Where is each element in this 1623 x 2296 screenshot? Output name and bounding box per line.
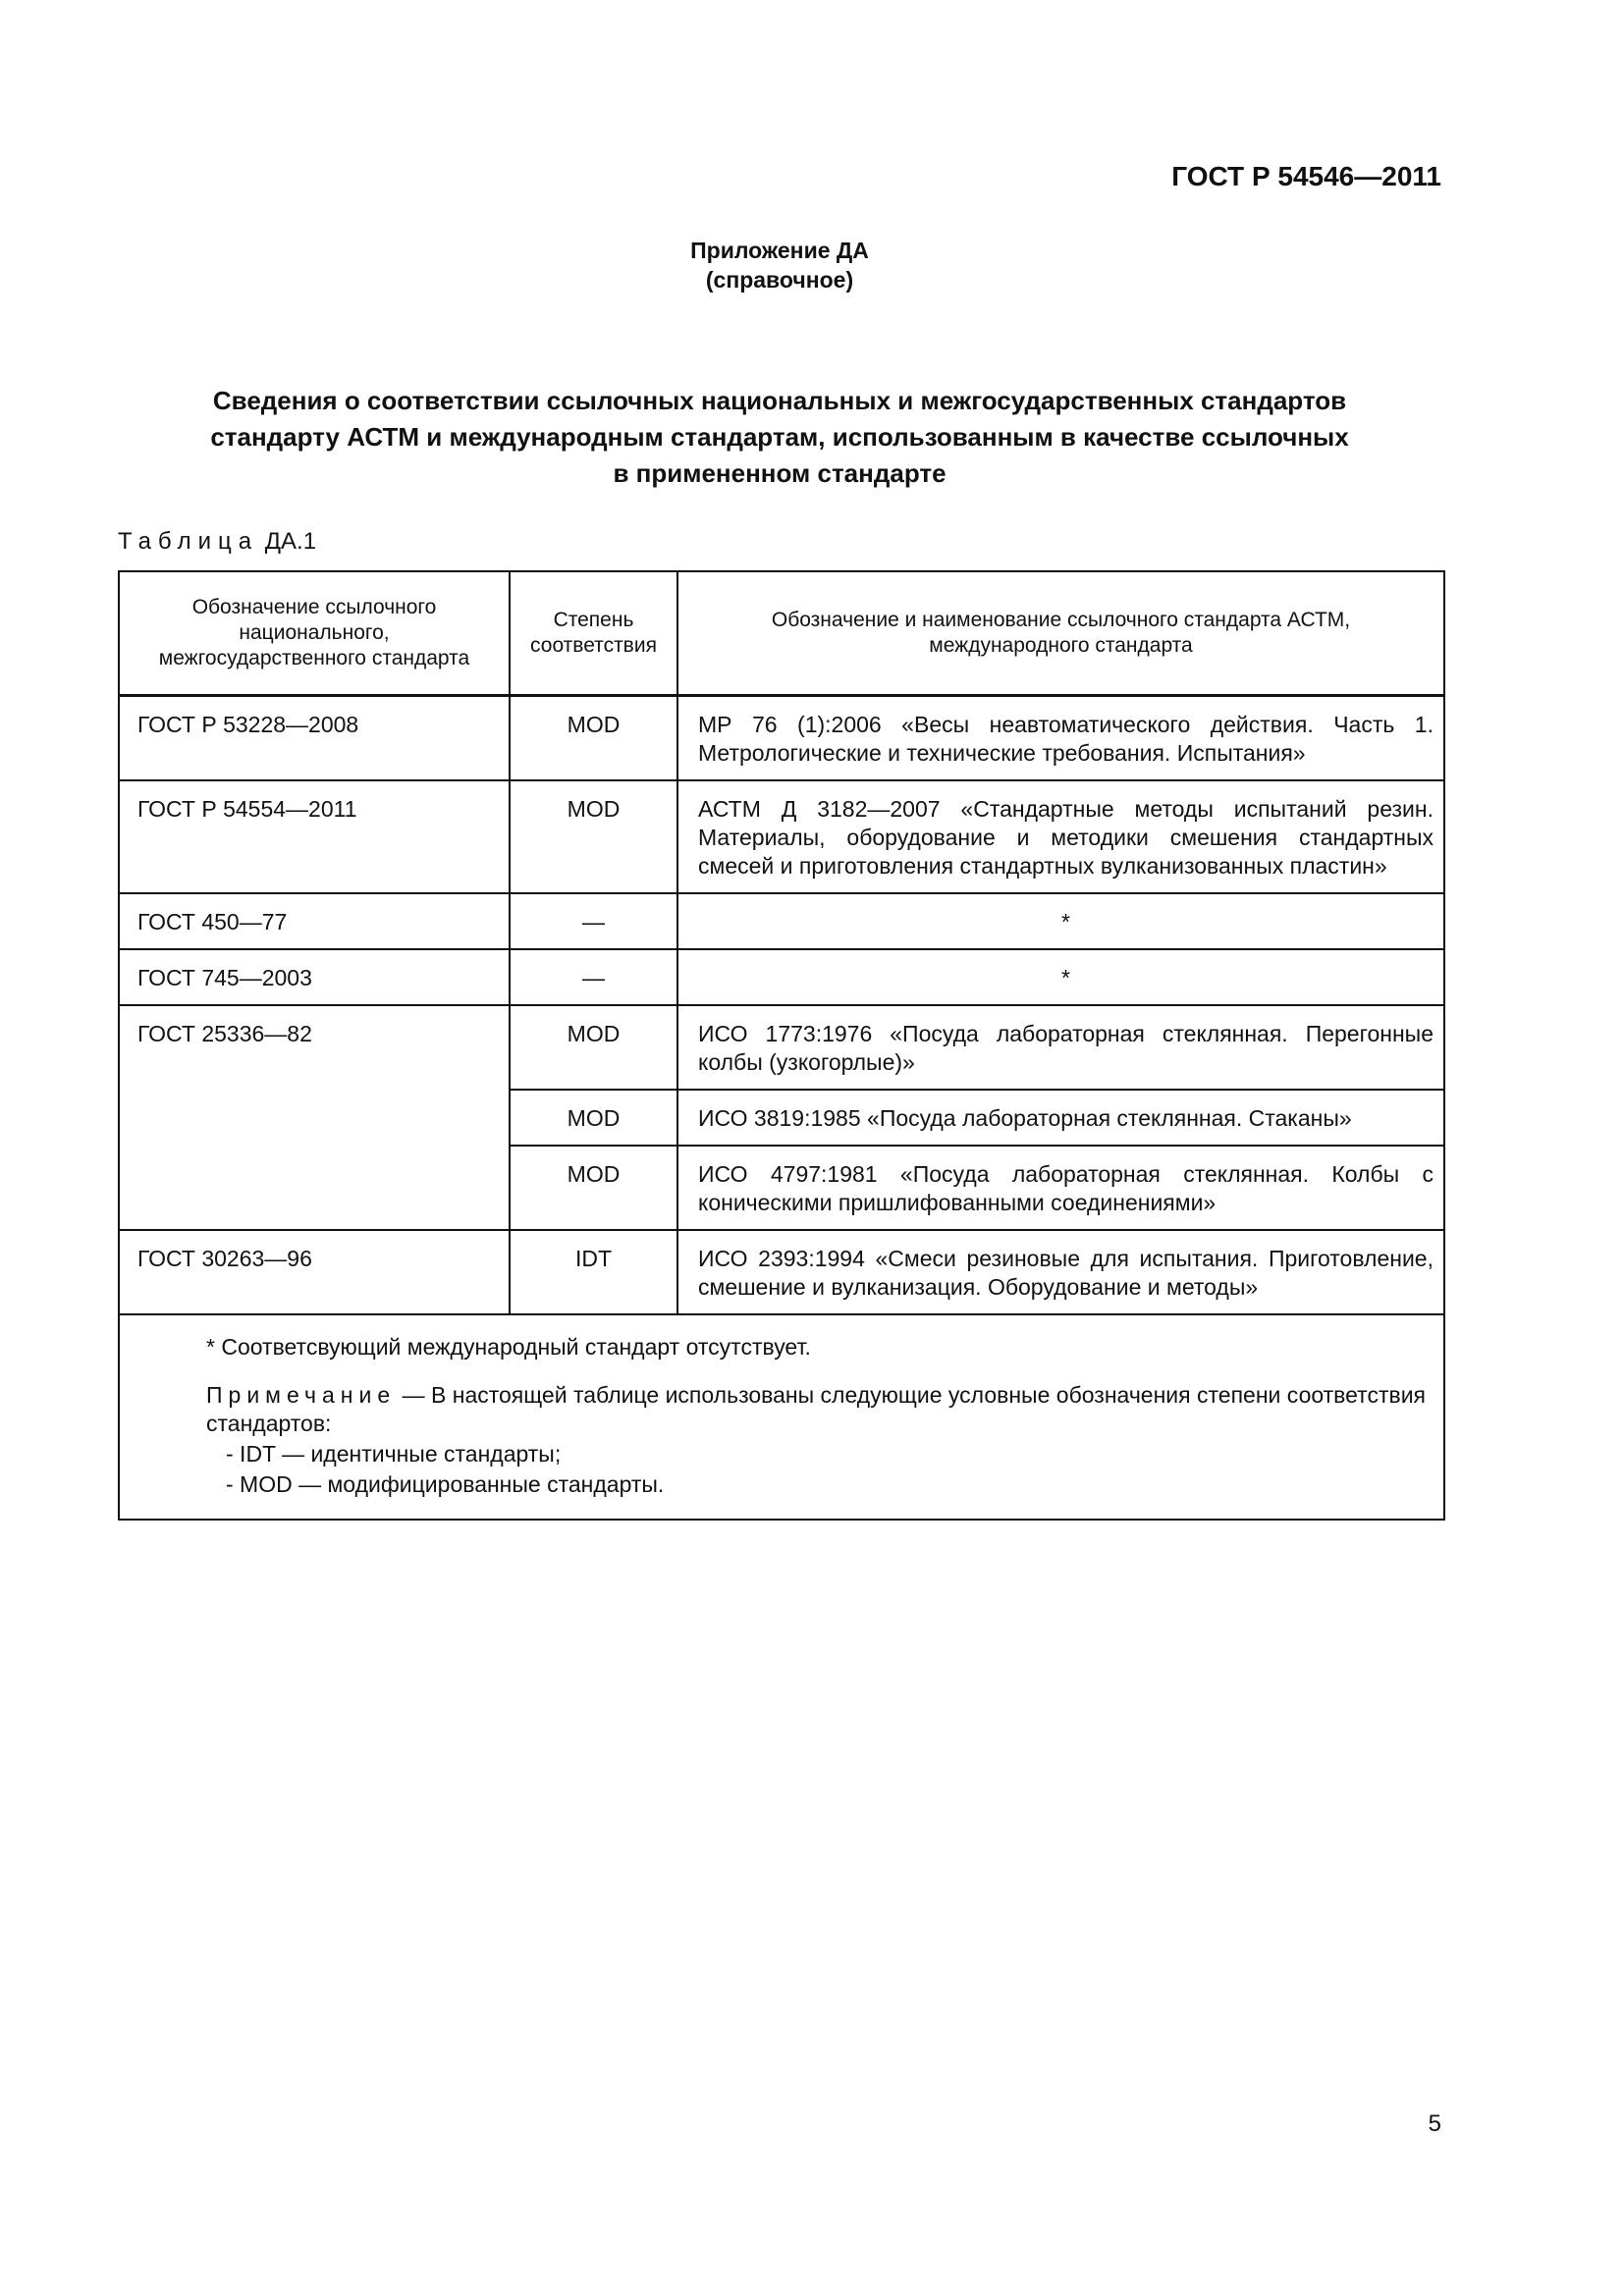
table-header-row <box>119 571 1444 696</box>
degree-cell: MOD <box>510 780 677 893</box>
note-item-idt: - IDT — идентичные стандарты; <box>226 1441 562 1467</box>
reference-standard-cell: * <box>677 949 1444 1005</box>
table-caption-word: Таблица <box>118 528 259 555</box>
national-standard-cell: ГОСТ Р 53228—2008 <box>119 696 510 781</box>
table-notes <box>119 1314 1444 1520</box>
degree-cell: IDT <box>510 1230 677 1314</box>
reference-standard-cell: МР 76 (1):2006 «Весы неавтоматического действия. Часть 1. Метрологические и технические требования. Испытания» <box>677 696 1444 781</box>
page-number: 5 <box>1428 2110 1441 2137</box>
reference-standard-cell: ИСО 1773:1976 «Посуда лабораторная стеклянная. Перегонные колбы (узкогорлые)» <box>677 1005 1444 1090</box>
degree-cell: MOD <box>510 1090 677 1146</box>
national-standard-cell: ГОСТ 25336—82 <box>119 1005 510 1230</box>
header-degree: Степень соответствия <box>510 571 677 696</box>
header-reference-standard: Обозначение и наименование ссылочного стандарта АСТМ, международного стандарта <box>677 571 1444 696</box>
national-standard-cell: ГОСТ 30263—96 <box>119 1230 510 1314</box>
degree-cell: MOD <box>510 1146 677 1230</box>
annex-title: Приложение ДА <box>690 238 869 263</box>
footnote: * Соответсвующий международный стандарт отсутствует. <box>206 1334 811 1360</box>
note-item-mod: - MOD — модифицированные стандарты. <box>226 1471 665 1497</box>
heading-line-3: в примененном стандарте <box>613 458 947 488</box>
correspondence-table <box>118 570 1445 1521</box>
degree-cell: — <box>510 949 677 1005</box>
annex-title-block <box>0 236 1559 294</box>
document-code: ГОСТ Р 54546—2011 <box>1171 161 1441 191</box>
reference-standard-cell: АСТМ Д 3182—2007 «Стандартные методы испытаний резин. Материалы, оборудование и методики смешения стандартных смесей и приготовления стандартных вулканизованных пластин» <box>677 780 1444 893</box>
reference-standard-cell: ИСО 2393:1994 «Смеси резиновые для испытания. Приготовление, смешение и вулканизация. Оборудование и методы» <box>677 1230 1444 1314</box>
heading-line-1: Сведения о соответствии ссылочных национальных и межгосударственных стандартов <box>212 386 1347 415</box>
table-notes-row <box>119 1314 1444 1520</box>
heading-line-2: стандарту АСТМ и международным стандартам, использованным в качестве ссылочных <box>210 422 1349 452</box>
note-label: Примечание <box>206 1382 397 1408</box>
national-standard-cell: ГОСТ 450—77 <box>119 893 510 949</box>
table-row <box>119 1005 1444 1090</box>
national-standard-cell: ГОСТ Р 54554—2011 <box>119 780 510 893</box>
section-heading <box>118 383 1441 492</box>
table-row <box>119 696 1444 781</box>
table-row <box>119 949 1444 1005</box>
degree-cell: MOD <box>510 1005 677 1090</box>
table-row <box>119 1230 1444 1314</box>
reference-standard-cell: ИСО 4797:1981 «Посуда лабораторная стеклянная. Колбы с коническими пришлифованными соединениями» <box>677 1146 1444 1230</box>
header-national-standard: Обозначение ссылочного национального, межгосударственного стандарта <box>119 571 510 696</box>
national-standard-cell: ГОСТ 745—2003 <box>119 949 510 1005</box>
table-caption-number: ДА.1 <box>264 528 317 555</box>
annex-subtitle: (справочное) <box>705 267 854 293</box>
degree-cell: — <box>510 893 677 949</box>
reference-standard-cell: * <box>677 893 1444 949</box>
note-text: — В настоящей таблице использованы следующие условные обозначения степени соответствия стандартов: <box>206 1382 1426 1436</box>
reference-standard-cell: ИСО 3819:1985 «Посуда лабораторная стеклянная. Стаканы» <box>677 1090 1444 1146</box>
table-row <box>119 893 1444 949</box>
table-row <box>119 780 1444 893</box>
table-caption <box>118 528 316 556</box>
degree-cell: MOD <box>510 696 677 781</box>
note <box>137 1381 1426 1438</box>
